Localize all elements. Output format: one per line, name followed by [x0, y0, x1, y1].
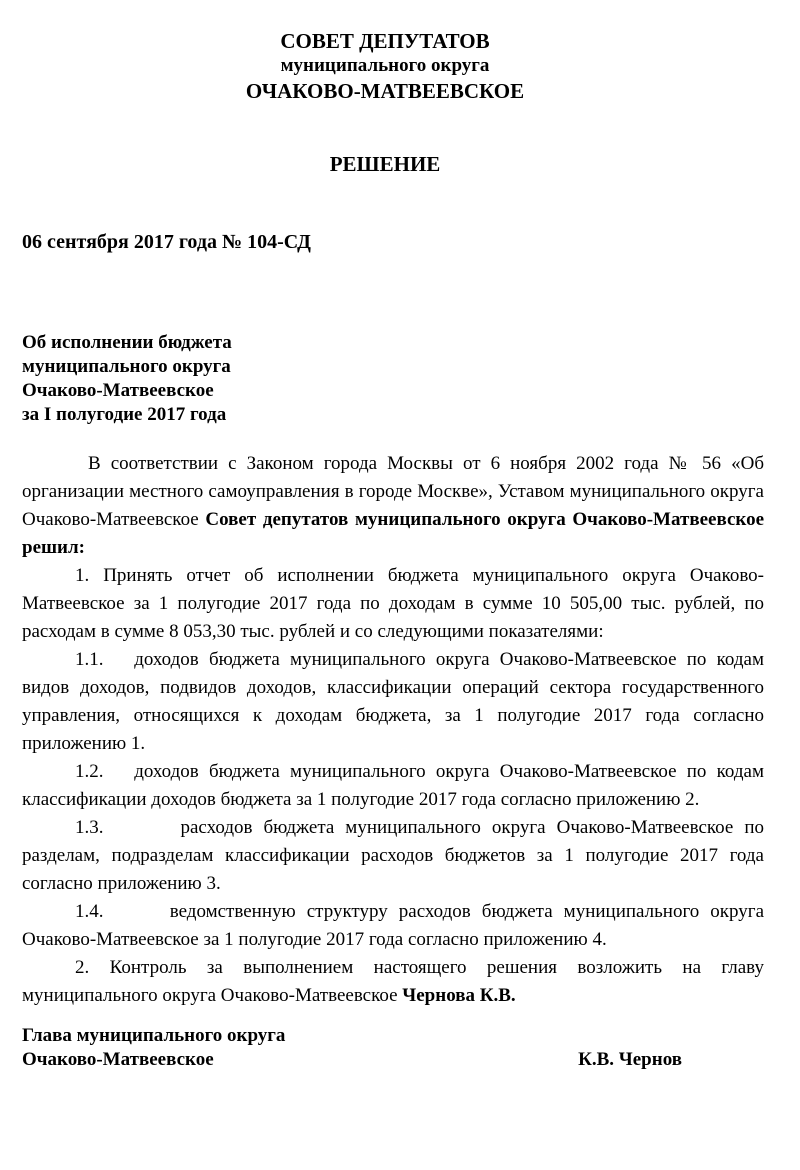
item-1-3-text: расходов бюджета муниципального округа Очаково-Матвеевское по разделам, подразделам классификации расходов бюджетов за 1 полугодие 2017 года согласно приложению 3. [22, 817, 765, 894]
subject-line-4: за I полугодие 2017 года [22, 404, 227, 425]
document-header [0, 28, 770, 104]
item-1-1-number: 1.1. [75, 649, 104, 670]
item-1-4-number: 1.4. [75, 901, 104, 922]
signature-row-1 [22, 1024, 682, 1048]
item-1-4-text: ведомственную структуру расходов бюджета муниципального округа Очаково-Матвеевское за 1 полугодие 2017 года согласно приложению 4. [22, 901, 765, 950]
decision-title: РЕШЕНИЕ [329, 152, 441, 176]
item-1-3-paragraph [22, 814, 764, 898]
signature-block [22, 1024, 682, 1072]
item-1-2-paragraph [22, 758, 764, 814]
item-1-paragraph: 1. Принять отчет об исполнении бюджета муниципального округа Очаково-Матвеевское за 1 полугодие 2017 года по доходам в сумме 10 505,00 тыс. рублей, по расходам в сумме 8 053,30 тыс. рублей и со следующими показателями: [22, 565, 764, 642]
intro-text: В соответствии с Законом города Москвы от 6 ноября 2002 года № 56 «Об организации местного самоуправления в городе Москве», Уставом муниципального округа Очаково-Матвеевское [22, 453, 764, 530]
decision-subject [22, 331, 232, 427]
item-1-3-number: 1.3. [75, 817, 104, 838]
item-2-responsible: Чернова К.В. [402, 985, 516, 1006]
item-1-1-paragraph [22, 646, 764, 758]
item-1-4-paragraph [22, 898, 764, 954]
council-title: СОВЕТ ДЕПУТАТОВ [280, 29, 490, 53]
item-2-paragraph [22, 954, 764, 1010]
subject-line-2: муниципального округа [22, 356, 231, 377]
decision-date-number: 06 сентября 2017 года № 104-СД [22, 231, 311, 253]
subject-line-1: Об исполнении бюджета [22, 332, 232, 353]
item-1-2-text: доходов бюджета муниципального округа Очаково-Матвеевское по кодам классификации доходов бюджета за 1 полугодие 2017 года согласно приложению 2. [22, 761, 765, 810]
signer-position-line-1: Глава муниципального округа [22, 1025, 286, 1046]
signature-row-2 [22, 1048, 682, 1072]
intro-paragraph [22, 450, 764, 562]
item-1-2-number: 1.2. [75, 761, 104, 782]
decision-body [22, 450, 764, 1010]
signer-position-line-2: Очаково-Матвеевское [22, 1049, 214, 1070]
district-name: ОЧАКОВО-МАТВЕЕВСКОЕ [245, 79, 525, 103]
intro-resolution: Совет депутатов муниципального округа Очаково-Матвеевское решил: [22, 509, 765, 558]
item-1-1-text: доходов бюджета муниципального округа Очаково-Матвеевское по кодам видов доходов, подвидов доходов, классификации операций сектора государственного управления, относящихся к доходам бюджета, за 1 полугодие 2017 года согласно приложению 1. [22, 649, 765, 754]
signer-name: К.В. Чернов [578, 1049, 682, 1070]
item-2-text: 2. Контроль за выполнением настоящего решения возложить на главу муниципального округа Очаково-Матвеевское [22, 957, 764, 1006]
council-subtitle: муниципального округа [280, 55, 490, 76]
subject-line-3: Очаково-Матвеевское [22, 380, 214, 401]
